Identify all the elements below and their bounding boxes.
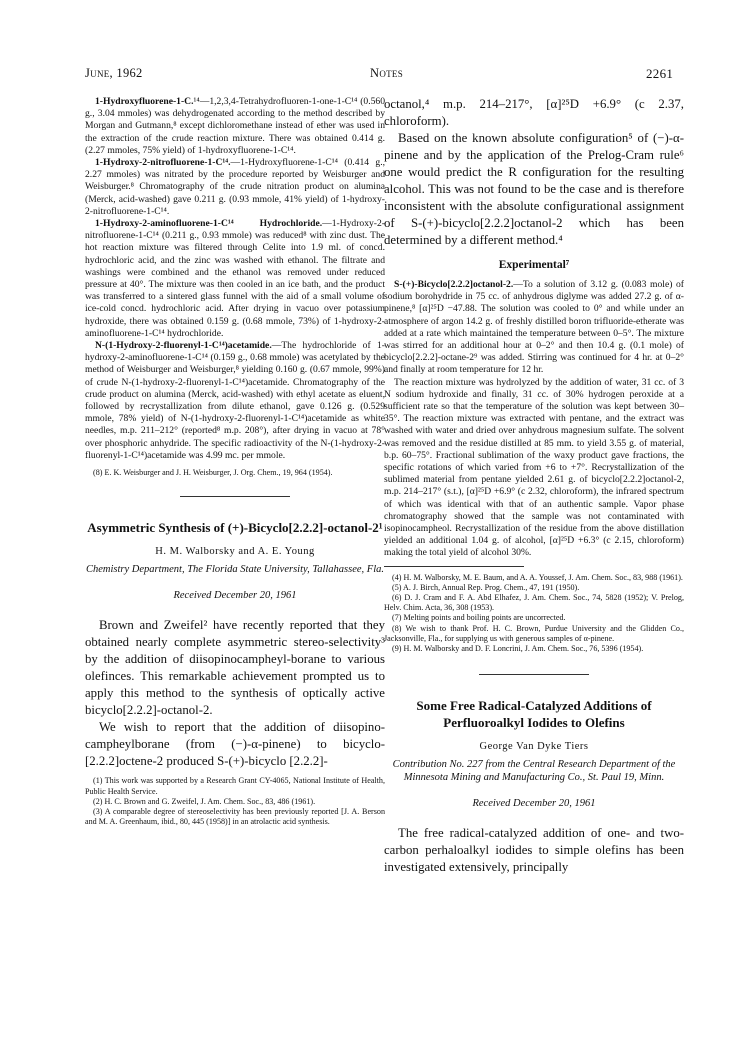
article-title: Asymmetric Synthesis of (+)-Bicyclo[2.2.2]-octanol-2¹	[87, 520, 383, 536]
procedure-paragraph: The reaction mixture was hydrolyzed by the addition of water, 31 cc. of 3 N sodium hydroxide and finally, 31 cc. of 30% hydrogen peroxide at a sufficient rate so that the temperature of the solution was kept between 30–35°. The reaction mixture was extracted with pentane, and the extract was washed with water and dried over anhydrous magnesium sulfate. The solvent was removed and the residue distilled at 85 mm. to yield 3.55 g. of material, b.p. 60–75°. Fractional sublimation of the waxy product gave fractions, the specific rotations of which varied from +6 to +7°. Recrystallization of the sublimed material from pentane yielded 2.61 g. of bicyclo[2.2.2]octanol-2, m.p. 214–217° (s.t.), [α]²⁵D +6.9° (c 2.32, chloroform), the infrared spectrum of which was identical with that of an authentic sample. Vapor phase chromatography showed that the sample was not contaminated with isopinocampheol. Recrystallization of the residue from the above distillation yielded an additional 1.04 g. of alcohol, [α]²⁵D +6.3° (c 2.15, chloroform) making the total yield of alcohol 30%.	[384, 376, 684, 559]
article-title: Some Free Radical-Catalyzed Additions of Perfluoroalkyl Iodides to Olefins	[416, 698, 652, 731]
footnote: (1) This work was supported by a Research Grant CY-4065, National Institute of Health, Public Health Service.	[85, 776, 385, 796]
received-date: Received December 20, 1961	[173, 590, 297, 602]
received-date: Received December 20, 1961	[472, 798, 596, 810]
footnote: (8) We wish to thank Prof. H. C. Brown, Purdue University and the Glidden Co., Jacksonville, Fla., for supplying us with generous samples of α-pinene.	[384, 623, 684, 643]
page-number: 2261	[646, 66, 674, 81]
procedure-paragraph: 1-Hydroxy-2-aminofluorene-1-C¹⁴ Hydrochloride.—1-Hydroxy-2-nitrofluorene-1-C¹⁴ (0.211 g., 0.93 mmole) was reduced⁸ with zinc dust. The hot reaction mixture was filtered through Celite into 1.9 ml. of concd. hydrochloric acid, and the zinc was washed with ethanol. The filtrate and washings were combined and the ethanol was removed under reduced pressure at 40°. The mixture was then cooled in an ice bath, and the product was transferred to a sintered glass funnel with the aid of a small volume of ice-cold concd. hydrochloric acid. After drying in vacuo over potassium hydroxide, there was obtained 0.159 g. (0.68 mmole, 73%) of 1-hydroxy-2-aminofluorene-1-C¹⁴ hydrochloride.	[85, 218, 385, 339]
left-column	[85, 96, 385, 827]
body-paragraph: The free radical-catalyzed addition of one- and two-carbon perhaloalkyl iodides to simple olefins has been investigated extensively, principally	[384, 826, 684, 875]
footnote: (4) H. M. Walborsky, M. E. Baum, and A. A. Youssef, J. Am. Chem. Soc., 83, 988 (1961).	[392, 572, 683, 582]
article-authors: George Van Dyke Tiers	[479, 741, 589, 753]
body-paragraph: octanol,⁴ m.p. 214–217°, [α]²⁵D +6.9° (c 2.37, chloroform).	[384, 97, 684, 128]
article-affiliation: Chemistry Department, The Florida State University, Tallahassee, Fla.	[86, 564, 384, 576]
running-head-date: June, 1962	[85, 66, 143, 80]
footnotes	[384, 566, 684, 655]
footnote: (5) A. J. Birch, Annual Rep. Prog. Chem., 47, 191 (1950).	[392, 582, 580, 592]
section-divider	[479, 674, 589, 675]
article-affiliation: Contribution No. 227 from the Central Research Department of the Minnesota Mining and Manufacturing Co., St. Paul 19, Minn.	[392, 759, 676, 784]
footnote: (6) D. J. Cram and F. A. Abd Elhafez, J. Am. Chem. Soc., 74, 5828 (1952); V. Prelog, Helv. Chim. Acta, 36, 308 (1953).	[384, 593, 684, 613]
right-column	[384, 96, 684, 876]
footnote: (3) A comparable degree of stereoselectivity has been previously reported [J. A. Berson and M. A. Greenhaum, ibid., 80, 445 (1958)] in an atrolactic acid synthesis.	[85, 806, 385, 827]
footnotes	[85, 776, 385, 827]
running-head-section: Notes	[370, 66, 404, 80]
body-paragraph: Brown and Zweifel² have recently reported that they obtained nearly complete asymmetric stereo-selectivity³ by the addition of diisopinocampheyl-borane to various olefinces. This remarkable achievement prompted us to apply this method to the synthesis of optically active bicyclo[2.2.2]-octanol-2.	[85, 618, 385, 718]
section-divider	[180, 496, 290, 497]
footnote: (8) E. K. Weisburger and J. H. Weisburger, J. Org. Chem., 19, 964 (1954).	[93, 468, 333, 478]
body-paragraph: Based on the known absolute configuration⁵ of (−)-α-pinene and by the application of the Prelog-Cram rule⁶ one would predict the R configuration for the resulting alcohol. This was not found to be the case and is therefore inconsistent with the absolute configurational assignment of S-(+)-bicyclo[2.2.2]octanol-2 which has been determined by a different method.⁴	[384, 131, 684, 247]
procedure-paragraph: 1-Hydroxy-2-nitrofluorene-1-C¹⁴.—1-Hydroxyfluorene-1-C¹⁴ (0.414 g., 2.27 mmoles) was nitrated by the procedure reported by Weisburger and Weisburger.⁸ Chromatography of the crude nitration product on alumina (Merck, acid-washed) gave 0.211 g. (0.93 mmole, 41% yield) of 1-hydroxy-2-nitrofluorene-1-C¹⁴.	[85, 157, 385, 217]
procedure-paragraph: 1-Hydroxyfluorene-1-C.¹⁴—1,2,3,4-Tetrahydrofluoren-1-one-1-C¹⁴ (0.560 g., 3.04 mmoles) was dehydrogenated according to the method described by Morgan and Gutmann,⁸ except dichloromethane instead of ether was used in the extraction of the crude reaction mixture. There was obtained 0.414 g. (2.27 mmoles, 75% yield) of 1-hydroxyfluorene-1-C¹⁴.	[85, 96, 385, 156]
section-heading: Experimental⁷	[498, 259, 570, 271]
footnote: (7) Melting points and boiling points are uncorrected.	[392, 613, 566, 623]
article-authors: H. M. Walborsky and A. E. Young	[155, 546, 315, 558]
footnote-rule	[384, 566, 524, 567]
footnote: (9) H. M. Walborsky and D. F. Loncrini, J. Am. Chem. Soc., 76, 5396 (1954).	[392, 644, 644, 654]
procedure-paragraph: N-(1-Hydroxy-2-fluorenyl-1-C¹⁴)acetamide.—The hydrochloride of 1-hydroxy-2-aminofluorene-1-C¹⁴ (0.159 g., 0.68 mmole) was acetylated by the method of Weisburger and Weisburger,⁸ yielding 0.160 g. (0.67 mmole, 99%) of crude N-(1-hydroxy-2-fluorenyl-1-C¹⁴)acetamide. Chromatography of the crude product on alumina (Merck, acid-washed) with ethyl acetate as eluent, followed by recrystallization from dilute ethanol, gave 0.126 g. (0.529 mmole, 78% yield) of N-(1-hydroxy-2-fluorenyl-1-C¹⁴)acetamide as white needles, m.p. 211–212° (reported⁸ m.p. 208°), after drying in vacuo at 78° over phosphoric anhydride. The specific radioactivity of the N-(1-hydroxy-2-fluorenyl-1-C¹⁴)acetamide was 4.99 mc. per mmole.	[85, 340, 385, 461]
body-paragraph: We wish to report that the addition of diisopino-campheylborane (from (−)-α-pinene) to bicyclo-[2.2.2]octene-2 produced S-(+)-bicyclo [2.2.2]-	[85, 720, 385, 769]
procedure-paragraph: S-(+)-Bicyclo[2.2.2]octanol-2.—To a solution of 3.12 g. (0.083 mole) of sodium borohydride in 75 cc. of anhydrous diglyme was added 27.2 g. of α-pinene,⁸ [α]²⁵D −47.88. The solution was cooled to 0° and while under an atmosphere of argon 14.2 g. of freshly distilled boron trifluoride-etherate was added at a rate which maintained the temperature between 0–5°. The mixture was stirred for an additional hour at 0–2° and then 10.4 g. (0.1 mole) of bicyclo[2.2.2]-octane-2⁹ was added. Stirring was continued for 4 hr. at 0–2° and finally at room temperature for 12 hr.	[384, 279, 684, 376]
footnotes	[85, 468, 385, 478]
footnote: (2) H. C. Brown and G. Zweifel, J. Am. Chem. Soc., 83, 486 (1961).	[93, 796, 316, 806]
